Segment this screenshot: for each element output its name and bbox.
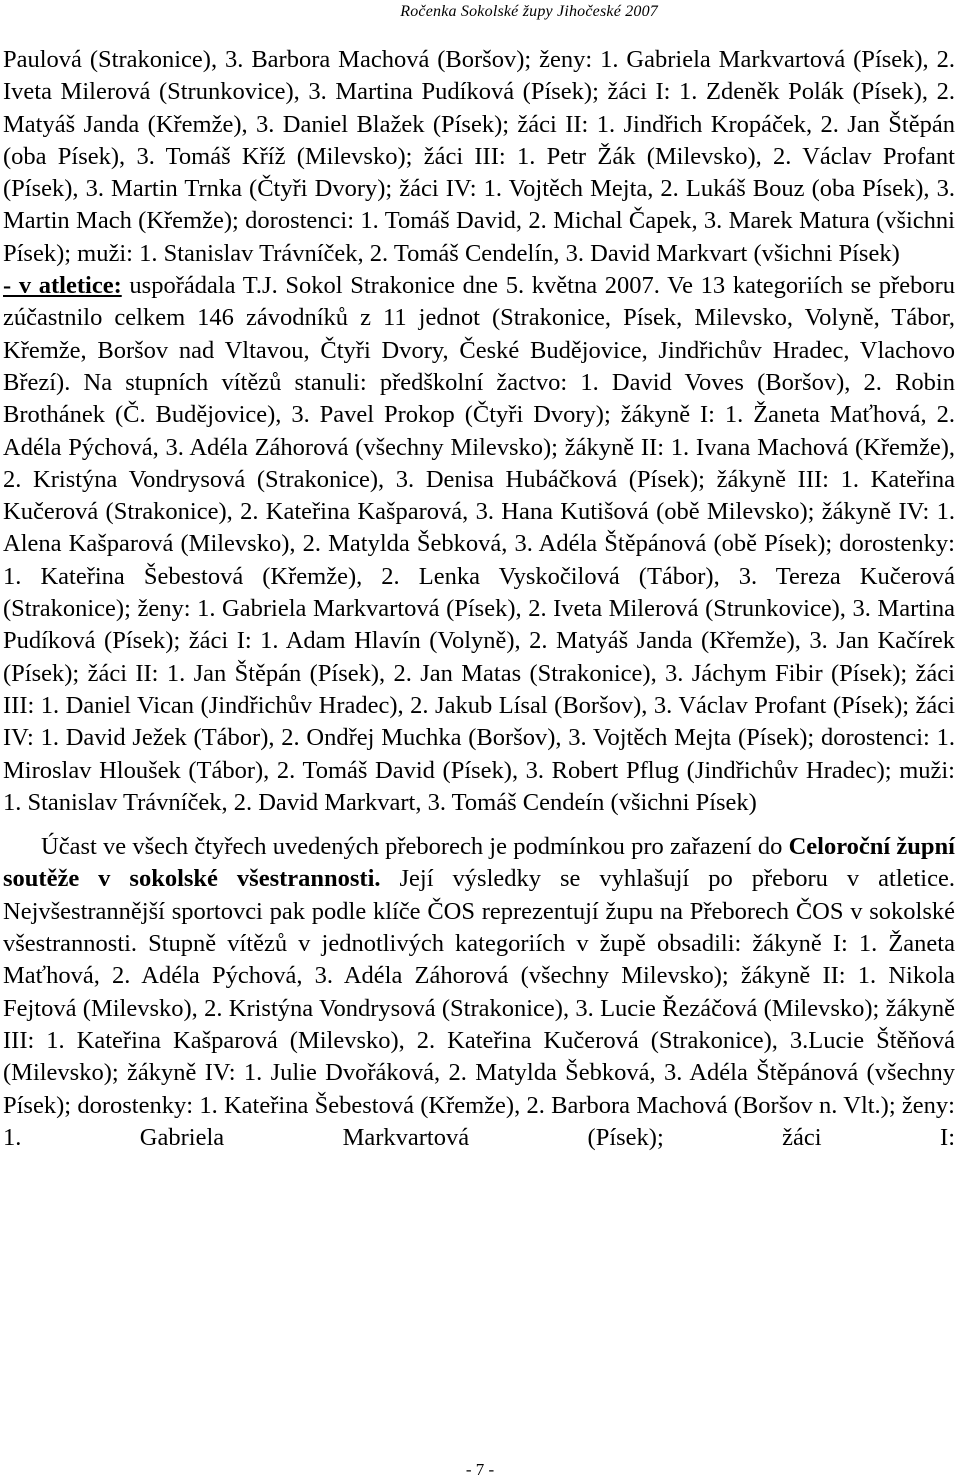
athletics-text: uspořádala T.J. Sokol Strakonice dne 5. května 2007. Ve 13 kategoriích se přeboru zúčastnilo celkem 146 závodníků z 11 jednot (Strakonice, Písek, Milevsko, Volyně, Tábor, Křemže, Boršov nad Vltavou, Čtyři Dvory, České Budějovice, Jindřichův Hradec, Vlachovo Březí). Na stupních vítězů stanuli: předškolní žactvo: 1. David Voves (Boršov), 2. Robin Brothánek (Č. Budějovice), 3. Pavel Prokop (Čtyři Dvory); žákyně I: 1. Žaneta Maťhová, 2. Adéla Pýchová, 3. Adéla Záhorová (všechny Milevsko); žákyně II: 1. Ivana Machová (Křemže), 2. Kristýna Vondrysová (Strakonice), 3. Denisa Hubáčková (Písek); žákyně III: 1. Kateřina Kučerová (Strakonice), 2. Kateřina Kašparová, 3. Hana Kutišová (obě Milevsko); žákyně IV: 1. Alena Kašparová (Milevsko), 2. Matylda Šebková, 3. Adéla Štěpánová (obě Písek); dorostenky: 1. Kateřina Šebestová (Křemže), 2. Lenka Vyskočilová (Tábor), 3. Tereza Kučerová (Strakonice); ženy: 1. Gabriela Markvartová (Písek), 2. Iveta Milerová (Strunkovice), 3. Martina Pudíková (Písek); žáci I: 1. Adam Hlavín (Volyně), 2. Matyáš Janda (Křemže), 3. Jan Kačírek (Písek); žáci II: 1. Jan Štěpán (Písek), 2. Jan Matas (Strakonice), 3. Jáchym Fibir (Písek); žáci III: 1. Daniel Vican (Jindřichův Hradec), 2. Jakub Lísal (Boršov), 3. Václav Profant (Písek); žáci IV: 1. David Ježek (Tábor), 2. Ondřej Muchka (Boršov), 3. Vojtěch Mejta (Písek); dorostenci: 1. Miroslav Hloušek (Tábor), 2. Tomáš David (Písek), 3. Robert Pflug (Jindřichův Hradec); muži: 1. Stanislav Trávníček, 2. David Markvart, 3. Tomáš Cendeín (všichni Písek) bbox=[3, 272, 955, 816]
running-header: Ročenka Sokolské župy Jihočeské 2007 bbox=[400, 3, 658, 20]
section-heading-athletics: - v atletice: bbox=[3, 272, 122, 300]
document-body bbox=[3, 44, 955, 1154]
competition-intro: Účast ve všech čtyřech uvedených přeborech je podmínkou pro zařazení do bbox=[41, 833, 789, 861]
page-number: - 7 - bbox=[465, 1460, 495, 1479]
results-paragraph-athletics bbox=[3, 270, 955, 819]
competition-paragraph bbox=[3, 831, 955, 1154]
competition-text: Její výsledky se vyhlašují po přeboru v atletice. Nejvšestrannější sportovci pak podle klíče ČOS reprezentují župu na Přeborech ČOS v sokolské všestrannosti. Stupně vítězů v jednotlivých kategoriích v župě obsadili: žákyně I: 1. Žaneta Maťhová, 2. Adéla Pýchová, 3. Adéla Záhorová (všechny Milevsko); žákyně II: 1. Nikola Fejtová (Milevsko), 2. Kristýna Vondrysová (Strakonice), 3. Lucie Řezáčová (Milevsko); žákyně III: 1. Kateřina Kašparová (Milevsko), 2. Kateřina Kučerová (Strakonice), 3.Lucie Štěňová (Milevsko); žákyně IV: 1. Julie Dvořáková, 2. Matylda Šebková, 3. Adéla Štěpánová (všechny Písek); dorostenky: 1. Kateřina Šebestová (Křemže), 2. Barbora Machová (Boršov n. Vlt.); ženy: 1. Gabriela Markvartová (Písek); žáci I: bbox=[3, 865, 955, 1151]
results-paragraph-1: Paulová (Strakonice), 3. Barbora Machová (Boršov); ženy: 1. Gabriela Markvartová (Písek), 2. Iveta Milerová (Strunkovice), 3. Martina Pudíková (Písek); žáci I: 1. Zdeněk Polák (Písek), 2. Matyáš Janda (Křemže), 3. Daniel Blažek (Písek); žáci II: 1. Jindřich Kropáček, 2. Jan Štěpán (oba Písek), 3. Tomáš Kříž (Milevsko); žáci III: 1. Petr Žák (Milevsko), 2. Václav Profant (Písek), 3. Martin Trnka (Čtyři Dvory); žáci IV: 1. Vojtěch Mejta, 2. Lukáš Bouz (oba Písek), 3. Martin Mach (Křemže); dorostenci: 1. Tomáš David, 2. Michal Čapek, 3. Marek Matura (všichni Písek); muži: 1. Stanislav Trávníček, 2. Tomáš Cendelín, 3. David Markvart (všichni Písek) bbox=[3, 46, 955, 267]
competition-title: Celoroční župní soutěže v sokolské všestrannosti. bbox=[3, 833, 955, 893]
